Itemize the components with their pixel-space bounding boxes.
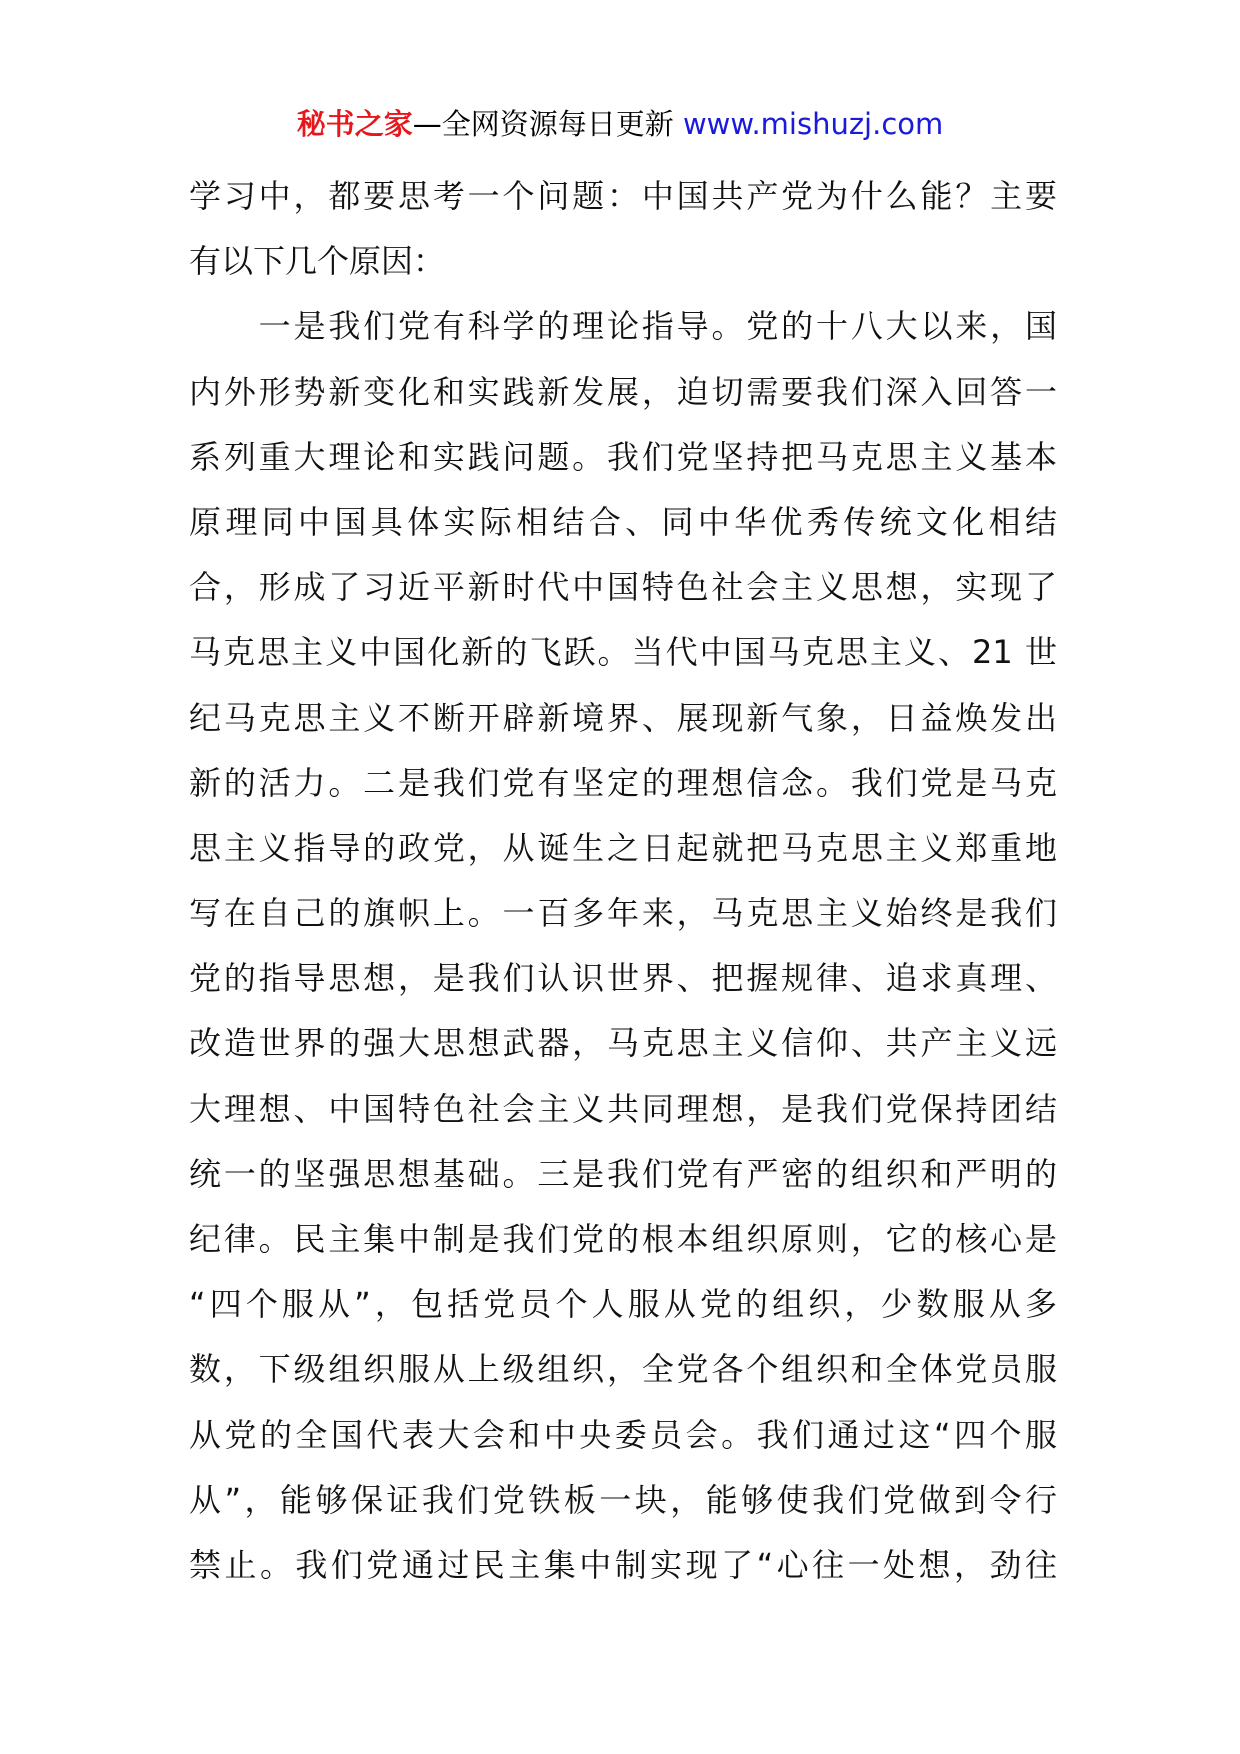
text-line: 合，形成了习近平新时代中国特色社会主义思想，实现了	[189, 568, 1057, 607]
text-line: 写在自己的旗帜上。一百多年来，马克思主义始终是我们	[189, 894, 1057, 933]
text-line: 党的指导思想，是我们认识世界、把握规律、追求真理、	[189, 959, 1057, 998]
text-line: 原理同中国具体实际相结合、同中华优秀传统文化相结	[189, 502, 1057, 541]
page-header	[0, 104, 1240, 144]
text-line: 从”，能够保证我们党铁板一块，能够使我们党做到令行	[189, 1480, 1057, 1519]
text-line: 新的活力。二是我们党有坚定的理想信念。我们党是马克	[189, 763, 1057, 802]
text-line: 纪律。民主集中制是我们党的根本组织原则，它的核心是	[189, 1220, 1057, 1258]
text-line: “四个服从”，包括党员个人服从党的组织，少数服从多	[189, 1285, 1057, 1324]
text-line: 从党的全国代表大会和中央委员会。我们通过这“四个服	[189, 1415, 1057, 1454]
header-slogan: —全网资源每日更新	[412, 107, 683, 141]
text-line: 数，下级组织服从上级组织，全党各个组织和全体党员服	[189, 1350, 1057, 1389]
header-url-link[interactable]: www.mishuzj.com	[682, 107, 944, 141]
text-line: 内外形势新变化和实践新发展，迫切需要我们深入回答一	[189, 372, 1057, 411]
text-line: 纪马克思主义不断开辟新境界、展现新气象，日益焕发出	[189, 698, 1057, 737]
text-line: 禁止。我们党通过民主集中制实现了“心往一处想，劲往	[189, 1545, 1057, 1584]
text-line: 改造世界的强大思想武器，马克思主义信仰、共产主义远	[189, 1024, 1057, 1063]
text-line: 统一的坚强思想基础。三是我们党有严密的组织和严明的	[189, 1154, 1057, 1193]
text-line: 学习中，都要思考一个问题：中国共产党为什么能？主要	[189, 177, 1057, 215]
document-body	[189, 164, 1057, 1598]
brand-name: 秘书之家	[296, 107, 413, 141]
text-line: 思主义指导的政党，从诞生之日起就把马克思主义郑重地	[189, 828, 1057, 867]
text-line: 有以下几个原因：	[189, 242, 446, 281]
text-line: 系列重大理论和实践问题。我们党坚持把马克思主义基本	[189, 437, 1057, 476]
text-line: 马克思主义中国化新的飞跃。当代中国马克思主义、21 世	[189, 633, 1057, 672]
text-line: 大理想、中国特色社会主义共同理想，是我们党保持团结	[189, 1089, 1057, 1128]
text-line: 一是我们党有科学的理论指导。党的十八大以来，国	[189, 307, 1057, 346]
